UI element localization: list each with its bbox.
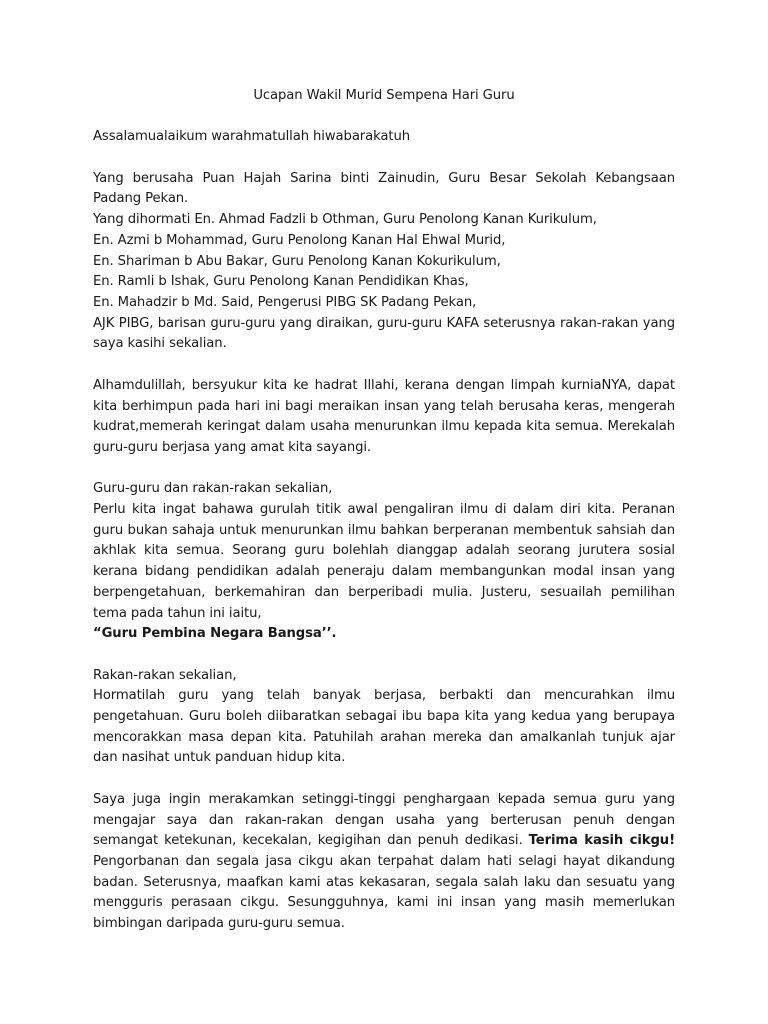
greeting-guru-besar: Yang berusaha Puan Hajah Sarina binti Zainudin, Guru Besar Sekolah Kebangsaan Padang Pekan. [93, 170, 675, 207]
theme-text: “Guru Pembina Negara Bangsa’’. [93, 626, 337, 642]
greeting-gpk-kokurikulum: En. Shariman b Abu Bakar, Guru Penolong Kanan Kokurikulum, [93, 253, 501, 269]
paragraph-opening: Guru-guru dan rakan-rakan sekalian, [93, 481, 333, 497]
greeting-pengerusi-pibg: En. Mahadzir b Md. Said, Pengerusi PIBG SK Padang Pekan, [93, 295, 477, 310]
greeting-gpk-hem: En. Azmi b Mohammad, Guru Penolong Kanan Hal Ehwal Murid, [93, 232, 506, 248]
greeting-ajk-pibg: AJK PIBG, barisan guru-guru yang diraikan, guru-guru KAFA seterusnya rakan-rakan yang saya kasihi sekalian. [93, 315, 675, 352]
greeting-gpk-pendidikan-khas: En. Ramli b Ishak, Guru Penolong Kanan Pendidikan Khas, [93, 274, 469, 290]
document-page [93, 86, 675, 955]
greeting-gpk-kurikulum: Yang dihormati En. Ahmad Fadzli b Othman, Guru Penolong Kanan Kurikulum, [93, 212, 597, 228]
salam-line: Assalamualaikum warahmatullah hiwabarakatuh [93, 129, 410, 145]
terima-kasih-text: Terima kasih cikgu! [528, 833, 676, 849]
paragraph-alhamdulillah: Alhamdulillah, bersyukur kita ke hadrat Illahi, kerana dengan limpah kurniaNYA, dapat kita berhimpun pada hari ini bagi meraikan insan yang telah berusaha keras, mengerah kudrat,memerah keringat dalam usaha menurunkan ilmu kepada kita semua. Merekalah guru-guru berjasa yang amat kita sayangi. [93, 377, 675, 455]
paragraph-penghargaan [93, 790, 675, 935]
paragraph-body-after: Pengorbanan dan segala jasa cikgu akan terpahat dalam hati selagi hayat dikandung badan. Seterusnya, maafkan kami atas kekasaran, segala salah laku dan sesuatu yang mengguris perasaan cikgu. Sesungguhnya, kami ini insan yang masih memerlukan bimbingan daripada guru-guru semua. [93, 853, 675, 932]
paragraph-hormati-guru [93, 666, 675, 770]
document-title: Ucapan Wakil Murid Sempena Hari Guru [253, 88, 515, 103]
paragraph-opening: Rakan-rakan sekalian, [93, 667, 237, 683]
paragraph-peranan-guru [93, 479, 675, 645]
greetings-block [93, 169, 675, 355]
paragraph-body: Perlu kita ingat bahawa gurulah titik awal pengaliran ilmu di dalam diri kita. Peranan guru bukan sahaja untuk menurunkan ilmu bahkan berperanan membentuk sahsiah dan akhlak kita semua. Seorang guru bolehlah dianggap adalah seorang jurutera sosial kerana bidang pendidikan adalah peneraju dalam membangunkan modal insan yang berpengetahuan, berkemahiran dan berperibadi mulia. Justeru, sesuailah pemilihan tema pada tahun ini iaitu, [93, 502, 675, 621]
paragraph-body-before: Saya juga ingin merakamkan setinggi-tinggi penghargaan kepada semua guru yang mengajar saya dan rakan-rakan dengan usaha yang berterusan penuh dengan semangat ketekunan, kecekalan, kegigihan dan penuh dedikasi. [93, 791, 675, 849]
paragraph-body: Hormatilah guru yang telah banyak berjasa, berbakti dan mencurahkan ilmu pengetahuan. Guru boleh diibaratkan sebagai ibu bapa kita yang kedua yang berupaya mencorakkan masa depan kita. Patuhilah arahan mereka dan amalkanlah tunjuk ajar dan nasihat untuk panduan hidup kita. [93, 688, 675, 766]
